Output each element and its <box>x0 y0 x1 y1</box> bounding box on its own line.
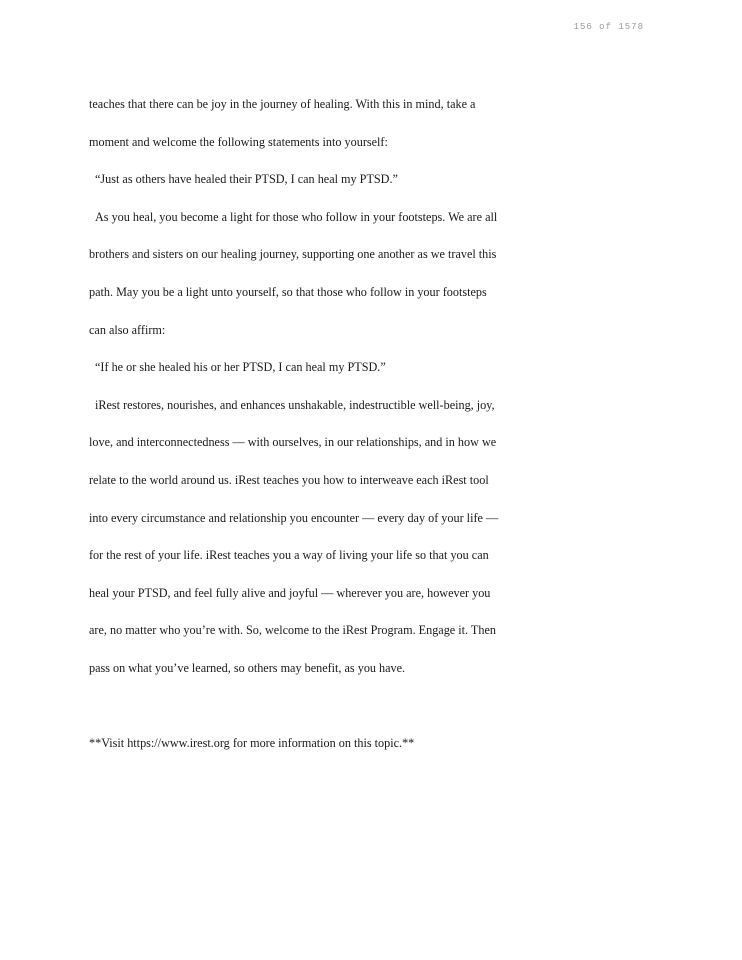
text-line: heal your PTSD, and feel fully alive and joyful — wherever you are, however you <box>89 585 491 600</box>
text-line: pass on what you’ve learned, so others may benefit, as you have. <box>89 660 406 675</box>
text-line: path. May you be a light unto yourself, so that those who follow in your footsteps <box>89 284 487 299</box>
text-line: moment and welcome the following statements into yourself: <box>89 134 388 149</box>
text-line: for the rest of your life. iRest teaches you a way of living your life so that you can <box>89 548 489 563</box>
affirmation-quote: “If he or she healed his or her PTSD, I can heal my PTSD.” <box>95 360 386 375</box>
text-line: relate to the world around us. iRest teaches you how to interweave each iRest tool <box>89 472 489 487</box>
text-line: love, and interconnectedness — with ourselves, in our relationships, and in how we <box>89 435 497 450</box>
text-line: brothers and sisters on our healing journey, supporting one another as we travel this <box>89 247 497 262</box>
text-line: teaches that there can be joy in the journey of healing. With this in mind, take a <box>89 97 476 111</box>
text-line: into every circumstance and relationship you encounter — every day of your life — <box>89 510 499 525</box>
text-line: can also affirm: <box>89 322 166 337</box>
paragraph-start: As you heal, you become a light for those who follow in your footsteps. We are all <box>95 209 498 224</box>
body-text <box>89 86 609 763</box>
paragraph-start: iRest restores, nourishes, and enhances unshakable, indestructible well-being, joy, <box>95 397 495 412</box>
blank-line <box>89 688 609 726</box>
footer-note: **Visit https://www.irest.org for more information on this topic.** <box>89 736 415 751</box>
affirmation-quote: “Just as others have healed their PTSD, I can heal my PTSD.” <box>95 172 398 187</box>
text-line: are, no matter who you’re with. So, welcome to the iRest Program. Engage it. Then <box>89 623 496 638</box>
page-number: 156 of 1578 <box>573 22 644 32</box>
